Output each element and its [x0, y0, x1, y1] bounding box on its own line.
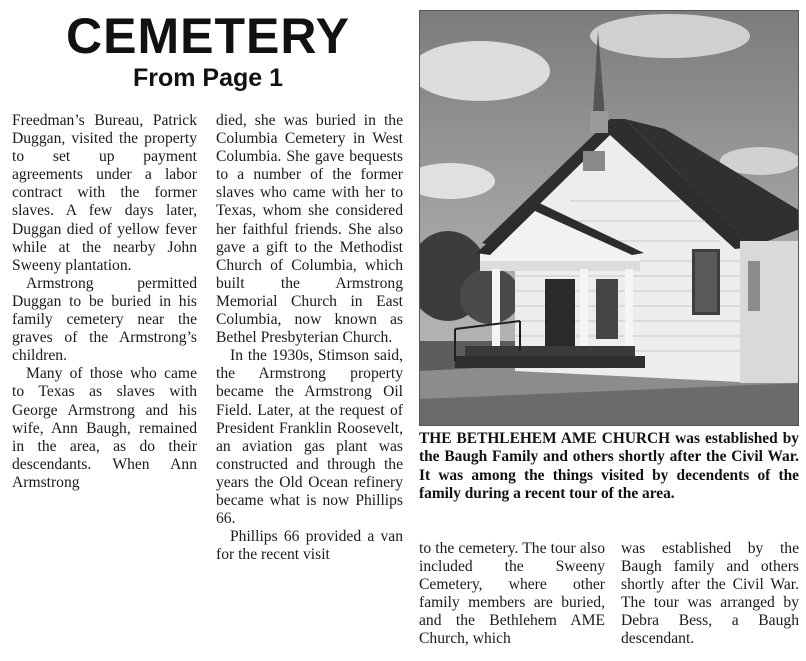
paragraph: In the 1930s, Stimson said, the Armstrong property became the Armstrong Oil Field. Later, at the request of President Franklin Roosevelt, an aviation gas plant was constructed and through the years the Old Ocean refinery became what is now Phillips 66. — [216, 347, 403, 528]
article-column-4 — [621, 540, 799, 649]
paragraph: to the cemetery. The tour also included the Sweeny Cemetery, where other family members are buried, and the Bethlehem AME Church, which — [419, 540, 605, 648]
paragraph: Armstrong permitted Duggan to be buried in his family cemetery near the graves of the Armstrong’s children. — [12, 274, 197, 365]
paragraph: died, she was buried in the Columbia Cemetery in West Columbia. She gave bequests to a number of the former slaves who came with her to Texas, whom she considered her faithful friends. She also gave a gift to the Methodist Church of Columbia, which built the Armstrong Memorial Church in East Columbia, now known as Bethel Presbyterian Church. — [216, 112, 403, 347]
article-column-3 — [419, 540, 605, 649]
paragraph: was established by the Baugh family and others shortly after the Civil War. The tour was arranged by Debra Bess, a Baugh descendant. — [621, 540, 799, 648]
photo-caption: THE BETHLEHEM AME CHURCH was established by the Baugh Family and others shortly after the Civil War. It was among the things visited by decendents of the family during a recent tour of the area. — [419, 430, 799, 502]
article-column-2 — [216, 112, 403, 564]
church-illustration — [420, 11, 799, 426]
paragraph: Phillips 66 provided a van for the recent visit — [216, 528, 403, 564]
subheadline: From Page 1 — [132, 64, 284, 92]
paragraph: Freedman’s Bureau, Patrick Duggan, visited the property to set up payment agreements under a labor contract with the former slaves. A few days later, Duggan died of yellow fever while at the nearby John Sweeny plantation. — [12, 112, 197, 274]
headline: CEMETERY — [66, 8, 350, 64]
article-column-1 — [12, 112, 197, 492]
paragraph: Many of those who came to Texas as slaves with George Armstrong and his wife, Ann Baugh, remained in the area, as do their descendants. When Ann Armstrong — [12, 365, 197, 491]
church-photo — [419, 10, 799, 426]
